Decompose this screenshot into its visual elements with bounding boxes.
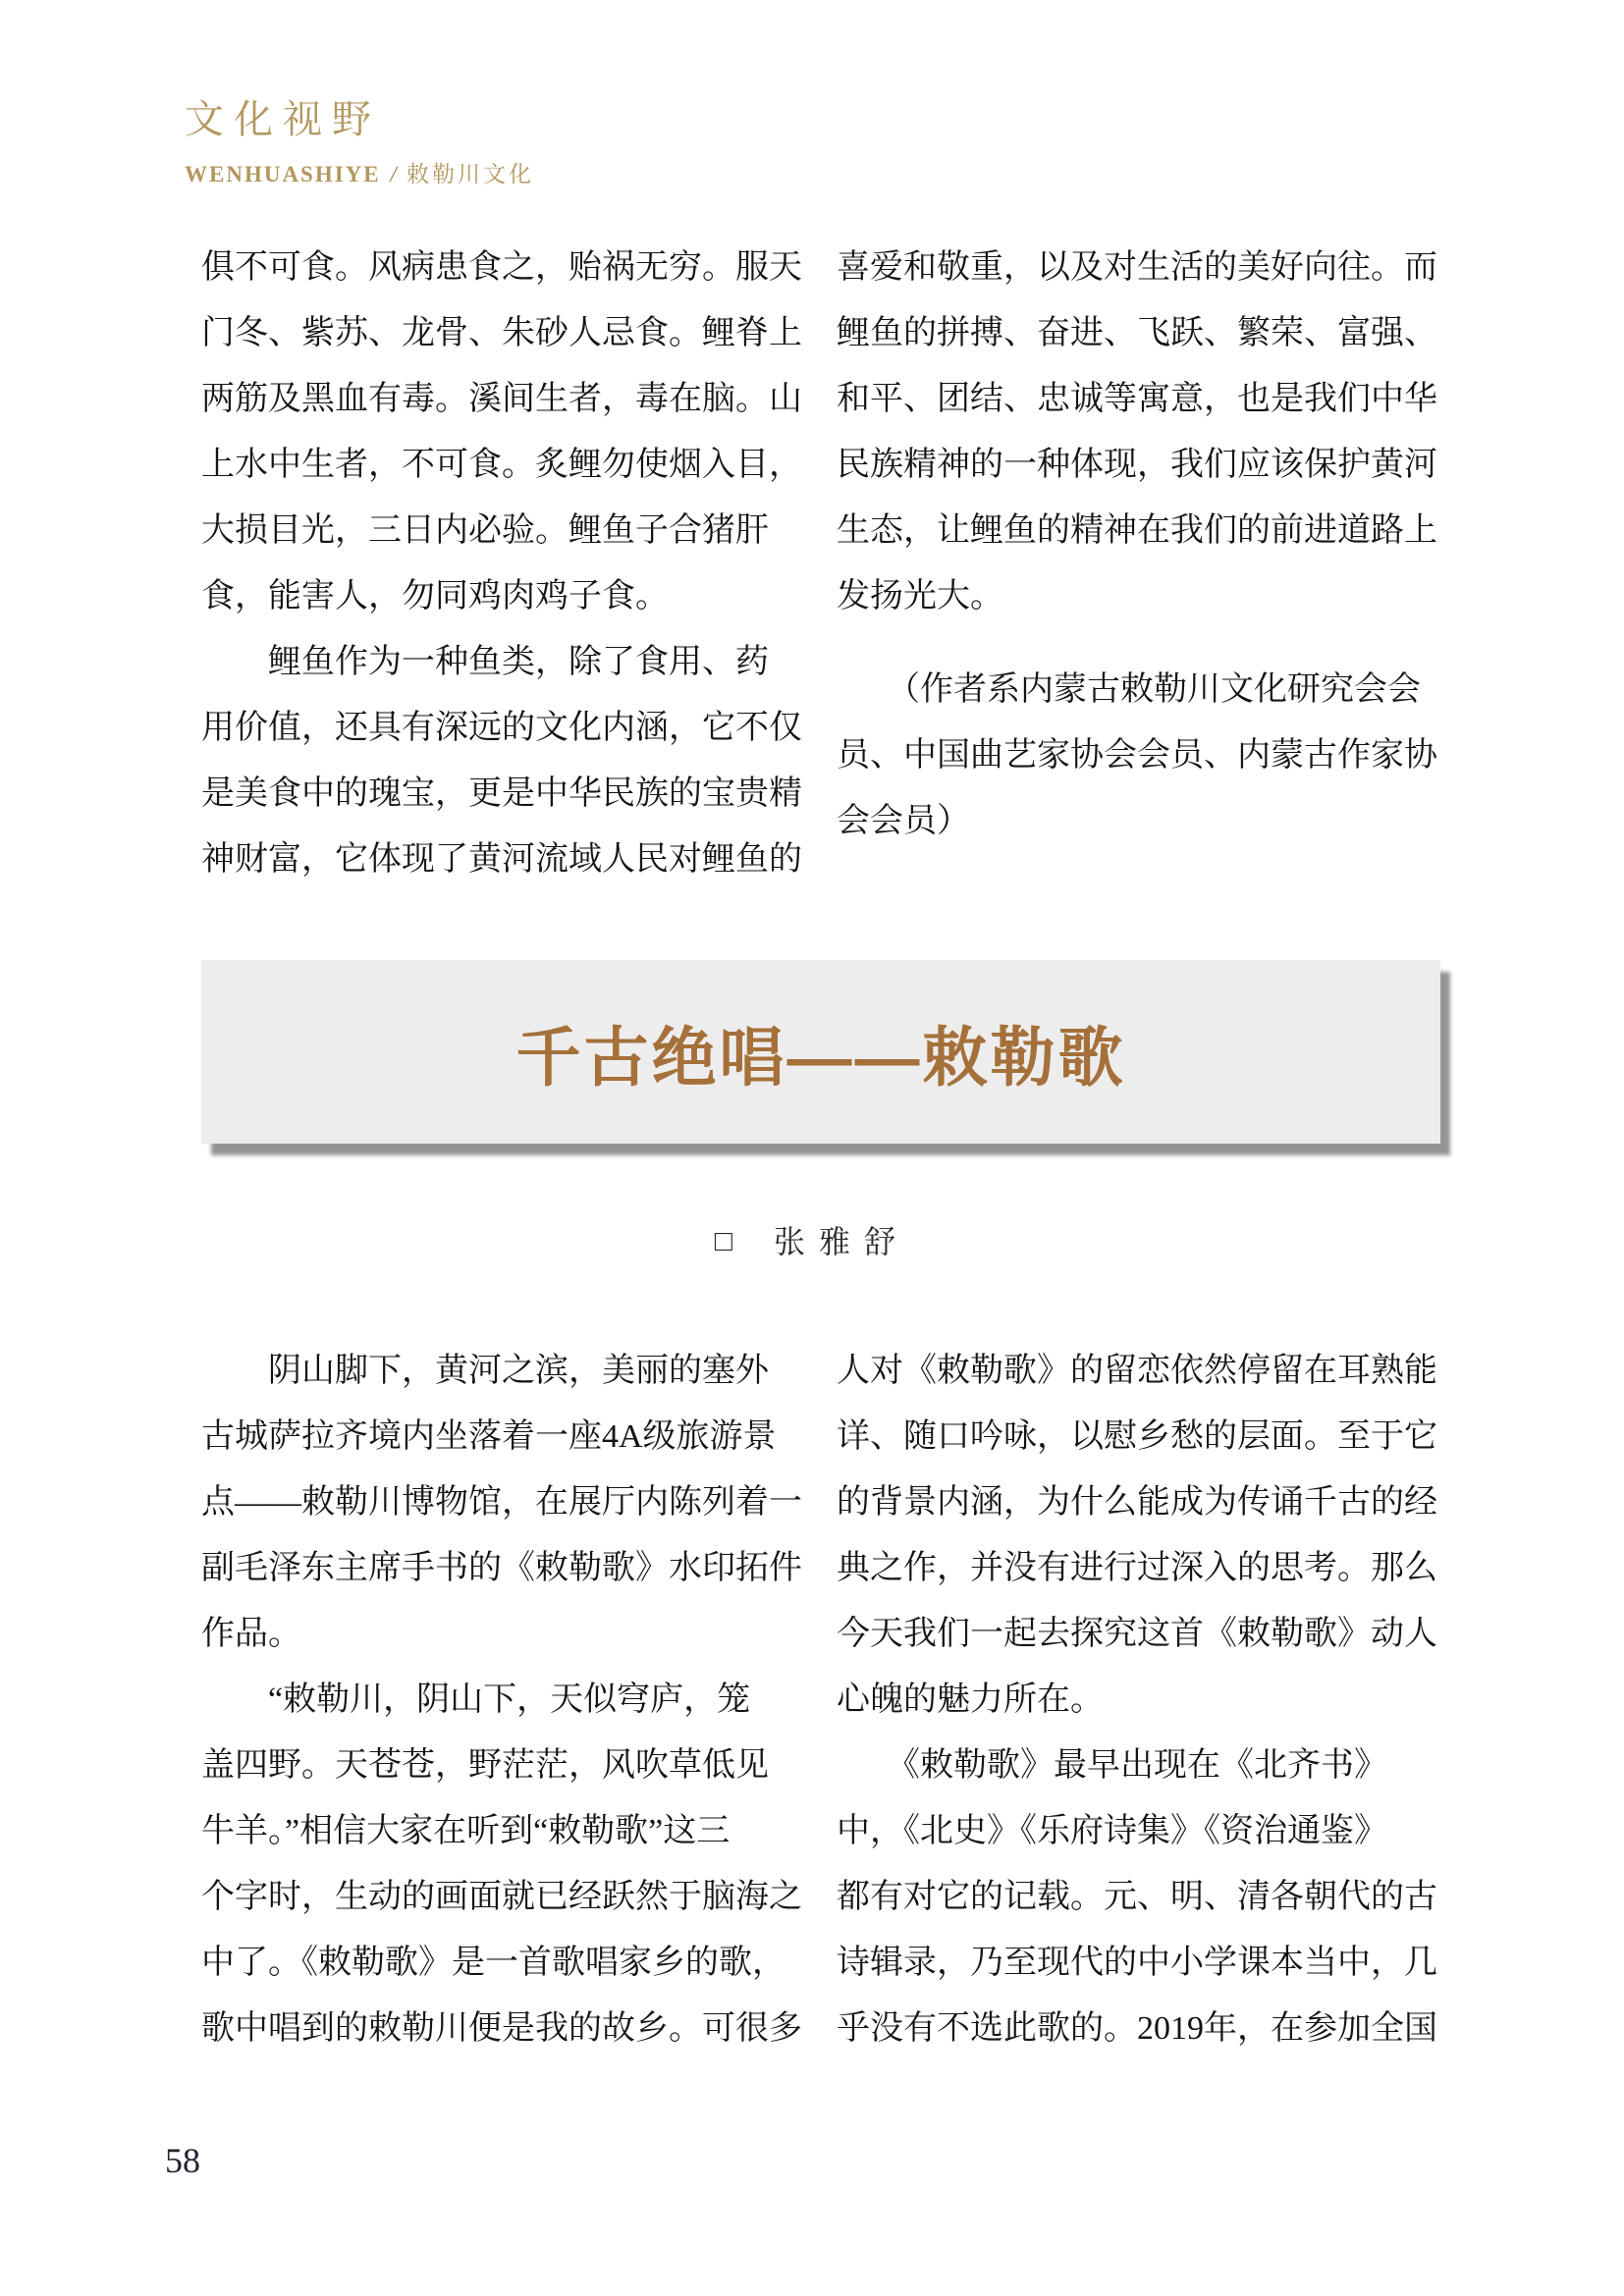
upper-right-column [837, 235, 1440, 892]
text-line: 都有对它的记载。元、明、清各朝代的古 [837, 1879, 1437, 1915]
text-line: 乎没有不选此歌的。2019年，在参加全国 [837, 2010, 1437, 2047]
lower-left-column [201, 1338, 805, 2061]
author-credit [837, 657, 1440, 854]
lower-right-column [837, 1338, 1440, 2061]
text-line: 典之作，并没有进行过深入的思考。那么 [837, 1550, 1437, 1586]
text-line: 生态，让鲤鱼的精神在我们的前进道路上 [837, 512, 1437, 549]
text-line: 俱不可食。风病患食之，贻祸无穷。服天 [201, 249, 802, 286]
text-line: 两筋及黑血有毒。溪间生者，毒在脑。山 [201, 381, 802, 417]
section-header [185, 88, 534, 188]
text-line: 中，《北史》《乐府诗集》《资治通鉴》 [837, 1813, 1387, 1849]
page-number: 58 [165, 2141, 200, 2180]
text-line: “敕勒川，阴山下，天似穹庐，笼 [201, 1682, 751, 1718]
text-line: 歌中唱到的敕勒川便是我的故乡。可很多 [201, 2010, 802, 2047]
text-line: 作品。 [201, 1616, 301, 1652]
text-line: 《敕勒歌》最早出现在《北齐书》 [837, 1747, 1387, 1784]
text-line: 喜爱和敬重，以及对生活的美好向往。而 [837, 249, 1437, 286]
text-line: 副毛泽东主席手书的《敕勒歌》水印拓件 [201, 1550, 802, 1586]
text-line: 是美食中的瑰宝，更是中华民族的宝贵精 [201, 775, 802, 812]
text-line: 用价值，还具有深远的文化内涵，它不仅 [201, 710, 802, 746]
lower-article-columns [201, 1338, 1440, 2061]
text-line: 食，能害人，勿同鸡肉鸡子食。 [201, 578, 669, 614]
text-line: 上水中生者，不可食。炙鲤勿使烟入目， [201, 447, 802, 483]
section-subtitle [185, 156, 534, 188]
text-line: 鲤鱼的拼搏、奋进、飞跃、繁荣、富强、 [837, 315, 1437, 351]
text-line: 人对《敕勒歌》的留恋依然停留在耳熟能 [837, 1353, 1437, 1389]
upper-left-column [201, 235, 805, 892]
text-line: 门冬、紫苏、龙骨、朱砂人忌食。鲤脊上 [201, 315, 802, 351]
upper-article-columns [201, 235, 1440, 892]
text-line: 点——敕勒川博物馆，在展厅内陈列着一 [201, 1484, 802, 1521]
text-line: 神财富，它体现了黄河流域人民对鲤鱼的 [201, 841, 802, 878]
text-line: 古城萨拉齐境内坐落着一座4A级旅游景 [201, 1418, 777, 1455]
upper-right-main [837, 235, 1440, 629]
byline [0, 1217, 1624, 1262]
text-line: 的背景内涵，为什么能成为传诵千古的经 [837, 1484, 1437, 1521]
text-line: 详、随口吟咏，以慰乡愁的层面。至于它 [837, 1418, 1437, 1455]
slash-separator: / [390, 162, 398, 187]
section-subtitle-cn: 敕勒川文化 [406, 162, 535, 187]
byline-square-icon: □ [714, 1225, 733, 1257]
text-line: 牛羊。”相信大家在听到“敕勒歌”这三 [201, 1813, 731, 1849]
text-line: 民族精神的一种体现，我们应该保护黄河 [837, 447, 1437, 483]
text-line: 鲤鱼作为一种鱼类，除了食用、药 [201, 644, 769, 680]
text-line: 员、中国曲艺家协会会员、内蒙古作家协 [837, 737, 1437, 774]
text-line: 大损目光，三日内必验。鲤鱼子合猪肝 [201, 512, 769, 549]
article-title: 千古绝唱——敕勒歌 [515, 1021, 1126, 1094]
text-line: 心魄的魅力所在。 [837, 1682, 1104, 1718]
text-line: 会会员） [837, 803, 970, 839]
text-line: 中了。《敕勒歌》是一首歌唱家乡的歌， [201, 1945, 785, 1981]
text-line: 盖四野。天苍苍，野茫茫，风吹草低见 [201, 1747, 769, 1784]
section-subtitle-latin: WENHUASHIYE [185, 162, 381, 187]
text-line: 今天我们一起去探究这首《敕勒歌》动人 [837, 1616, 1437, 1652]
section-title: 文化视野 [185, 97, 381, 141]
text-line: 阴山脚下，黄河之滨，美丽的塞外 [201, 1353, 769, 1389]
article-title-banner [201, 960, 1440, 1144]
text-line: 个字时，生动的画面就已经跃然于脑海之 [201, 1879, 802, 1915]
text-line: 和平、团结、忠诚等寓意，也是我们中华 [837, 381, 1437, 417]
text-line: （作者系内蒙古敕勒川文化研究会会 [837, 671, 1421, 708]
text-line: 诗辑录，乃至现代的中小学课本当中，几 [837, 1945, 1437, 1981]
byline-author: 张雅舒 [774, 1224, 910, 1259]
text-line: 发扬光大。 [837, 578, 1003, 614]
